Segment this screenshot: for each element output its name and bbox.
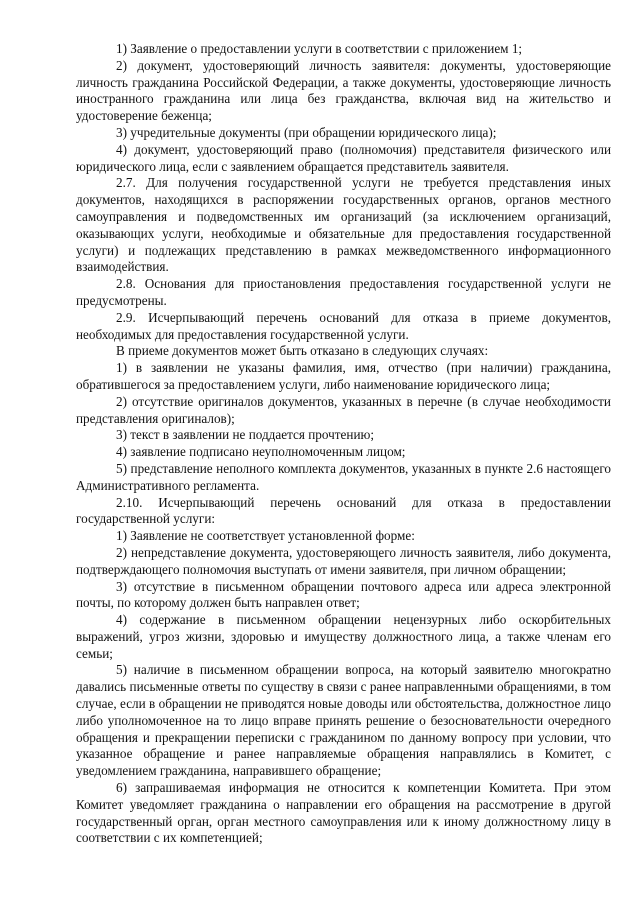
paragraph-2-9: 2.9. Исчерпывающий перечень оснований для отказа в приеме документов, необходимых для предоставления государственной услуги. bbox=[76, 309, 611, 342]
paragraph-refusal-intro: В приеме документов может быть отказано в следующих случаях: bbox=[116, 343, 489, 359]
paragraph-2-8: 2.8. Основания для приостановления предоставления государственной услуги не предусмотрены. bbox=[76, 276, 611, 308]
paragraph-refusal-4: 4) заявление подписано неуполномоченным лицом; bbox=[116, 444, 406, 460]
paragraph-item-1: 1) Заявление о предоставлении услуги в соответствии с приложением 1; bbox=[116, 41, 523, 56]
paragraph-refusal-1: 1) в заявлении не указаны фамилия, имя, отчество (при наличии) гражданина, обратившегося за предоставлением услуги, либо наименование юридического лица; bbox=[76, 360, 611, 392]
paragraph-denial-3: 3) отсутствие в письменном обращении почтового адреса или адреса электронной почты, по которому должен быть направлен ответ; bbox=[76, 578, 611, 611]
paragraph-2-7: 2.7. Для получения государственной услуги не требуется представления иных документов, находящихся в распоряжении государственных органов, органов местного самоуправления и подведомственных им организаций (за исключением организаций, оказывающих услуги, необходимые и обязательные для предоставления государственной услуги) и подлежащих представлению в рамках межведомственного информационного взаимодействия. bbox=[76, 175, 611, 275]
paragraph-refusal-2: 2) отсутствие оригиналов документов, указанных в перечне (в случае необходимости представления оригиналов); bbox=[76, 393, 611, 426]
paragraph-item-2: 2) документ, удостоверяющий личность заявителя: документы, удостоверяющие личность гражданина Российской Федерации, а также документы, удостоверяющие личность иностранного гражданина или лица без гражданства, включая вид на жительство и удостоверение беженца; bbox=[76, 57, 611, 124]
paragraph-refusal-5: 5) представление неполного комплекта документов, указанных в пункте 2.6 настоящего Административного регламента. bbox=[76, 460, 611, 493]
paragraph-denial-5: 5) наличие в письменном обращении вопроса, на который заявителю многократно давались письменные ответы по существу в связи с ранее направленными обращениями, в том случае, если в обращении не приводятся новые доводы или обстоятельства, должностное лицо либо уполномоченное на то лицо вправе принять решение о безосновательности очередного обращения и прекращении переписки с гражданином по данному вопросу при условии, что указанное обращение и ранее направляемые обращения направлялись в Комитет, с уведомлением гражданина, направившего обращение; bbox=[76, 662, 611, 779]
paragraph-denial-1: 1) Заявление не соответствует установленной форме: bbox=[116, 528, 415, 544]
paragraph-item-4: 4) документ, удостоверяющий право (полномочия) представителя физического или юридического лица, если с заявлением обращается представитель заявителя. bbox=[76, 141, 611, 174]
paragraph-2-10: 2.10. Исчерпывающий перечень оснований для отказа в предоставлении государственной услуги: bbox=[76, 494, 611, 527]
paragraph-refusal-3: 3) текст в заявлении не поддается прочтению; bbox=[116, 427, 375, 443]
paragraph-denial-2: 2) непредставление документа, удостоверяющего личность заявителя, либо документа, подтверждающего полномочия выступать от имени заявителя, при личном обращении; bbox=[76, 544, 611, 577]
paragraph-denial-6: 6) запрашиваемая информация не относится к компетенции Комитета. При этом Комитет уведомляет гражданина о направлении его обращения на рассмотрение в другой государственный орган, орган местного самоуправления или к иному должностному лицу в соответствии с их компетенцией; bbox=[76, 780, 611, 846]
paragraph-item-3: 3) учредительные документы (при обращении юридического лица); bbox=[116, 124, 497, 140]
paragraph-denial-4: 4) содержание в письменном обращении нецензурных либо оскорбительных выражений, угроз жизни, здоровью и имуществу должностного лица, а также членам его семьи; bbox=[76, 612, 611, 661]
